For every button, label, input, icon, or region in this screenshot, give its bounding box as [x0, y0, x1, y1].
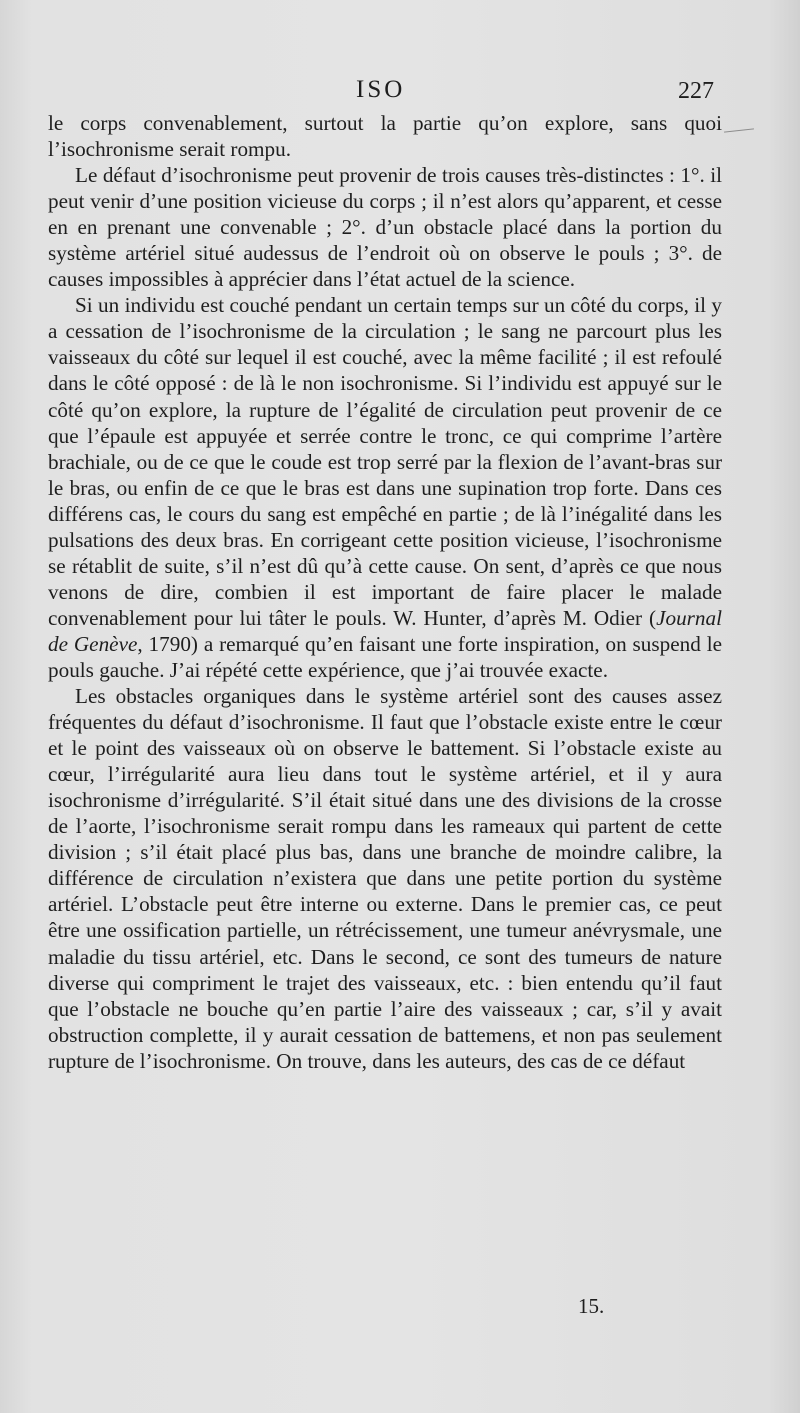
journal-title: Journal de Genève	[48, 605, 722, 656]
running-head-title: ISO	[356, 76, 406, 103]
paragraph-3-text: Si un individu est couché pendant un certain temps sur un côté du corps, il y a cessation de l’isochronisme de la circulation ; le sang ne parcourt plus les vaisseaux du côté sur lequel il est couché, avec la même facilité ; il est refoulé dans le côté opposé : de là le non isochronisme. Si l’individu est appuyé sur le côté qu’on explore, la rupture de l’égalité de circulation peut provenir de ce que l’épaule est appuyée et serrée contre le tronc, ce qui comprime l’artère brachiale, ou de ce que le coude est trop serré par la flexion de l’avant-bras sur le bras, ou enfin de ce que le bras est dans une supination trop forte. Dans ces différens cas, le cours du sang est empêché en partie ; de là l’inégalité dans les pulsations des deux bras. En corrigeant cette position vicieuse, l’isochronisme se rétablit de suite, s’il n’est dû qu’à cette cause. On sent, d’après ce que nous venons de dire, combien il est important de faire placer le malade convenablement pour lui tâter le pouls. W. Hunter, d’après M. Odier (	[48, 293, 722, 630]
running-head	[0, 76, 800, 108]
margin-mark	[724, 128, 754, 132]
paragraph-2: Le défaut d’isochronisme peut provenir de trois causes très-distinctes : 1°. il peut venir d’une position vicieuse du corps ; il n’est alors qu’apparent, et cesse en en prenant une convenable ; 2°. d’un obstacle placé dans la portion du système artériel situé audessus de l’endroit où on observe le pouls ; 3°. de causes impossibles à apprécier dans l’état actuel de la science.	[48, 163, 722, 292]
paragraph-3-text-after: , 1790) a remarqué qu’en faisant une forte inspiration, on suspend le pouls gauche. J’ai répété cette expérience, que j’ai trouvée exacte.	[48, 631, 722, 682]
paragraph-4: Les obstacles organiques dans le système artériel sont des causes assez fréquentes du défaut d’isochronisme. Il faut que l’obstacle existe entre le cœur et le point des vaisseaux où on observe le battement. Si l’obstacle existe au cœur, l’irrégularité aura lieu dans tout le système artériel, et il y aura isochronisme d’irrégularité. S’il était situé dans une des divisions de la crosse de l’aorte, l’isochronisme serait rompu dans les rameaux qui partent de cette division ; s’il était placé plus bas, dans une branche de moindre calibre, la différence de circulation n’existera que dans une petite portion du système artériel. L’obstacle peut être interne ou externe. Dans le premier cas, ce peut être une ossification partielle, un rétrécissement, une tumeur anévrysmale, une maladie du tissu artériel, etc. Dans le second, ce sont des tumeurs de nature diverse qui compriment le trajet des vaisseaux, etc. : bien entendu qu’il faut que l’obstacle ne bouche qu’en partie l’aire des vaisseaux ; car, s’il y avait obstruction complette, il y aurait cessation de battemens, et non pas seulement rupture de l’isochronisme. On trouve, dans les auteurs, des cas de ce défaut	[48, 684, 722, 1073]
paragraph-3	[48, 292, 722, 683]
paragraph-1: le corps convenablement, surtout la partie qu’on explore, sans quoi l’isochronisme serait rompu.	[48, 111, 722, 162]
signature-mark: 15.	[578, 1294, 605, 1318]
page-number: 227	[678, 78, 714, 104]
body-text	[48, 110, 722, 1074]
